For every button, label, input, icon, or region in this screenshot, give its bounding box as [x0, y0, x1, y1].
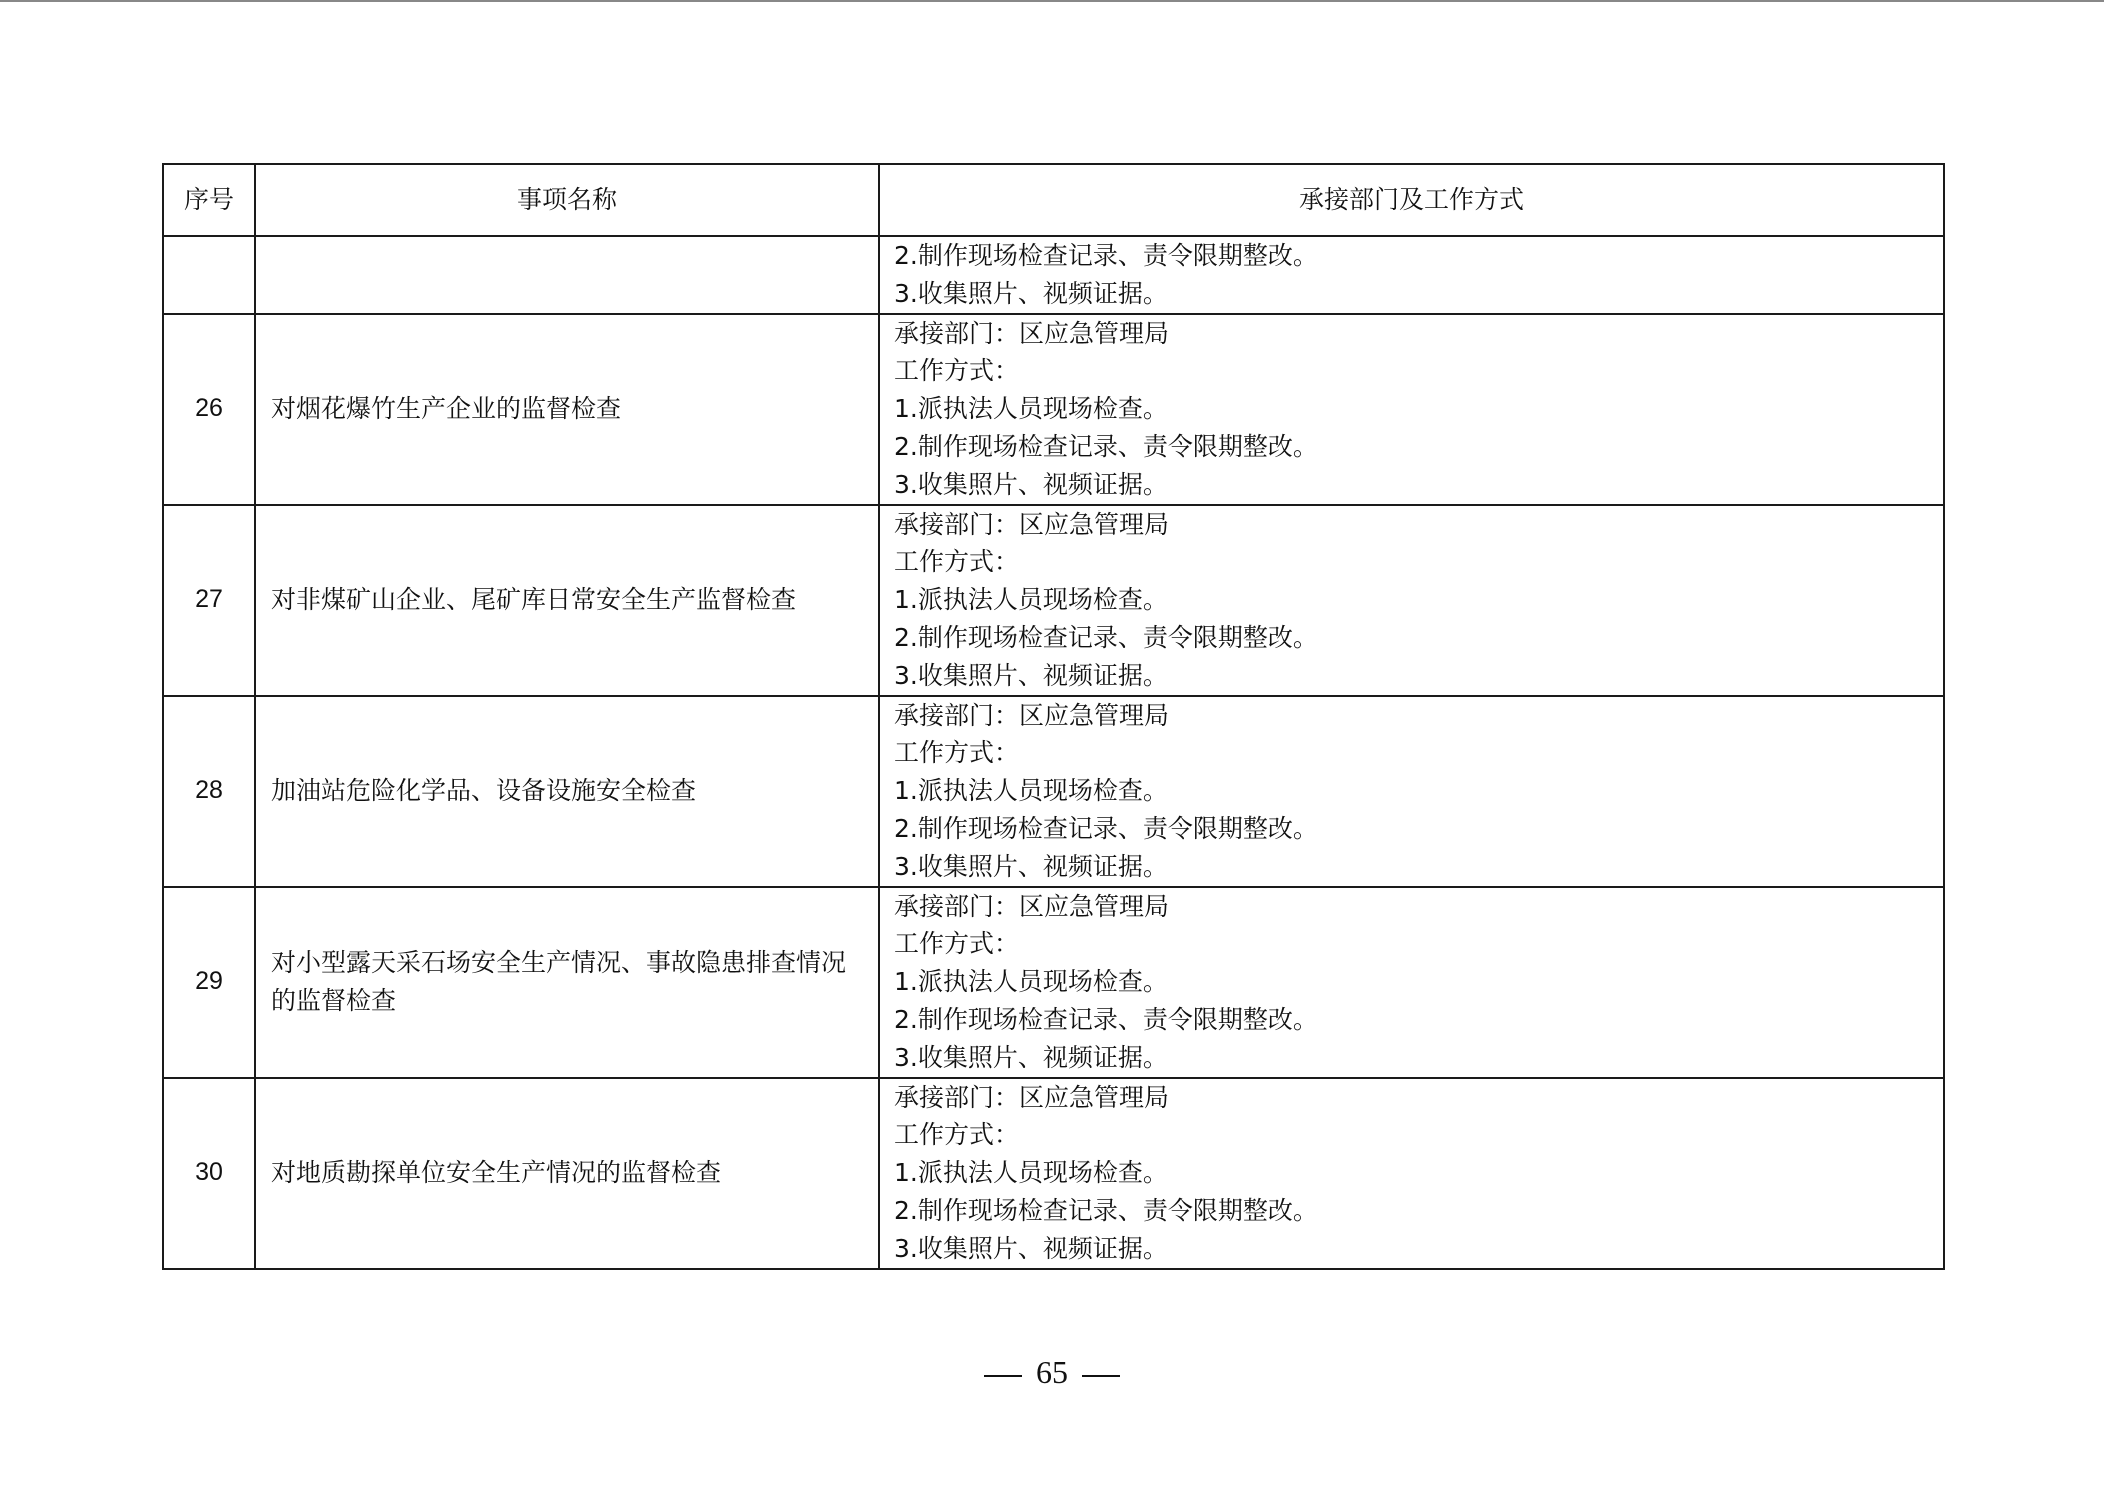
- table-header-row: [163, 164, 1944, 236]
- item-name-cell: 对地质勘探单位安全生产情况的监督检查: [255, 1078, 879, 1269]
- dept-line: 承接部门：区应急管理局: [894, 700, 1170, 730]
- dept-line: 2.制作现场检查记录、责令限期整改。: [894, 1195, 1318, 1225]
- dept-line: 1.派执法人员现场检查。: [894, 585, 1168, 615]
- dept-line: 1.派执法人员现场检查。: [894, 776, 1168, 806]
- dept-line: 1.派执法人员现场检查。: [894, 394, 1168, 424]
- table-row: [163, 505, 1944, 696]
- dept-line: 3.收集照片、视频证据。: [894, 469, 1168, 499]
- dept-line: 承接部门：区应急管理局: [894, 1082, 1170, 1112]
- dept-line: 工作方式：: [894, 1120, 1020, 1150]
- dept-line: 2.制作现场检查记录、责令限期整改。: [894, 813, 1318, 843]
- dept-line: 承接部门：区应急管理局: [894, 318, 1170, 348]
- item-name-cell: 对烟花爆竹生产企业的监督检查: [255, 314, 879, 505]
- seq-cell: 29: [163, 887, 255, 1078]
- seq-cell: 27: [163, 505, 255, 696]
- header-item-name: 事项名称: [255, 164, 879, 236]
- table-row: [163, 314, 1944, 505]
- dept-method-cell: [879, 314, 1944, 505]
- page-number: 65: [1036, 1354, 1068, 1390]
- dept-line: 工作方式：: [894, 547, 1020, 577]
- top-border-rule: [0, 0, 2104, 2]
- dept-line: 2.制作现场检查记录、责令限期整改。: [894, 1004, 1318, 1034]
- dept-line: 2.制作现场检查记录、责令限期整改。: [894, 431, 1318, 461]
- dept-line: 1.派执法人员现场检查。: [894, 967, 1168, 997]
- page-footer: [0, 1352, 2104, 1392]
- dept-line: 1.派执法人员现场检查。: [894, 1158, 1168, 1188]
- dept-line: 2.制作现场检查记录、责令限期整改。: [894, 241, 1318, 270]
- item-name-cell: 加油站危险化学品、设备设施安全检查: [255, 696, 879, 887]
- dept-line: 2.制作现场检查记录、责令限期整改。: [894, 622, 1318, 652]
- dept-method-cell: [879, 505, 1944, 696]
- seq-cell: 30: [163, 1078, 255, 1269]
- em-dash-right: [1082, 1375, 1120, 1377]
- dept-line: 承接部门：区应急管理局: [894, 509, 1170, 539]
- table-row: [163, 696, 1944, 887]
- dept-line: 工作方式：: [894, 738, 1020, 768]
- continuation-seq-cell: [163, 236, 255, 314]
- dept-line: 3.收集照片、视频证据。: [894, 1042, 1168, 1072]
- item-name-cell: 对小型露天采石场安全生产情况、事故隐患排查情况的监督检查: [255, 887, 879, 1078]
- dept-line: 3.收集照片、视频证据。: [894, 278, 1168, 308]
- table-row: [163, 1078, 1944, 1269]
- dept-line: 工作方式：: [894, 929, 1020, 959]
- continuation-row: [163, 236, 1944, 314]
- continuation-dept-cell: [879, 236, 1944, 314]
- header-dept-method: 承接部门及工作方式: [879, 164, 1944, 236]
- dept-line: 工作方式：: [894, 356, 1020, 386]
- seq-cell: 28: [163, 696, 255, 887]
- responsibility-table: [162, 163, 1945, 1270]
- dept-method-cell: [879, 1078, 1944, 1269]
- em-dash-left: [984, 1375, 1022, 1377]
- dept-line: 3.收集照片、视频证据。: [894, 1233, 1168, 1263]
- dept-line: 3.收集照片、视频证据。: [894, 660, 1168, 690]
- dept-line: 承接部门：区应急管理局: [894, 891, 1170, 921]
- header-seq: 序号: [163, 164, 255, 236]
- dept-method-cell: [879, 696, 1944, 887]
- item-name-cell: 对非煤矿山企业、尾矿库日常安全生产监督检查: [255, 505, 879, 696]
- continuation-name-cell: [255, 236, 879, 314]
- dept-line: 3.收集照片、视频证据。: [894, 851, 1168, 881]
- seq-cell: 26: [163, 314, 255, 505]
- table-row: [163, 887, 1944, 1078]
- dept-method-cell: [879, 887, 1944, 1078]
